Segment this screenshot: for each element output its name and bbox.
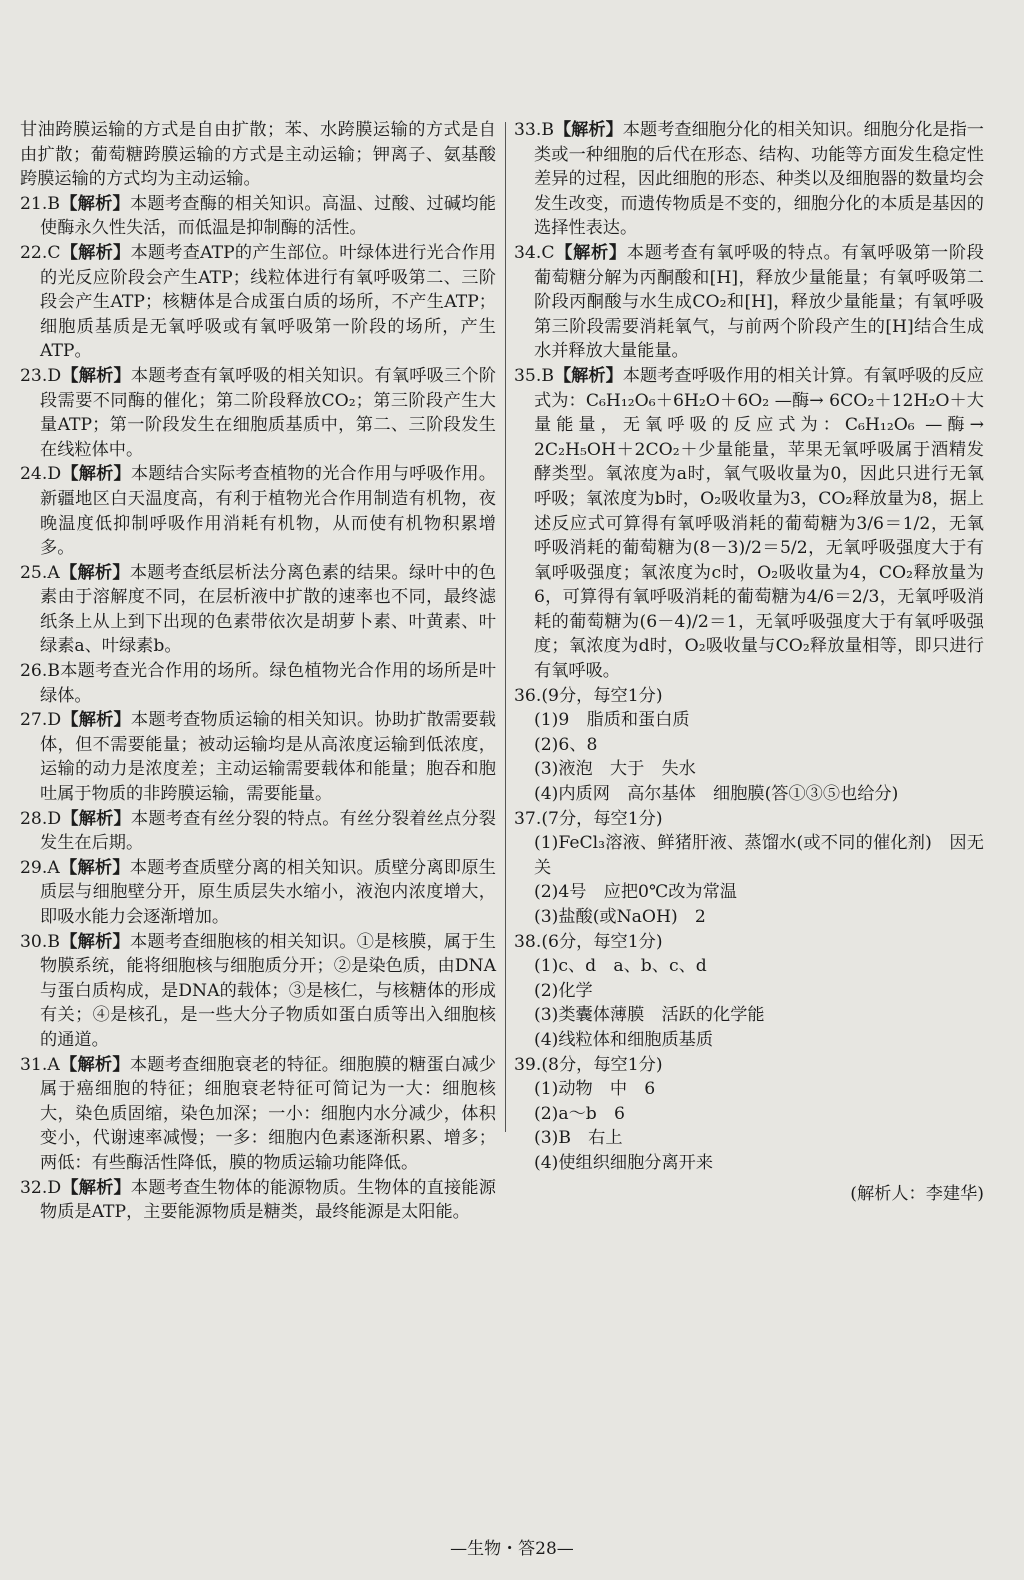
answer-item (20, 708, 496, 806)
q38-line: (4)线粒体和细胞质基质 (534, 1029, 714, 1050)
q38-line: (2)化学 (534, 980, 593, 1001)
answer-item (20, 1176, 496, 1225)
q36-line: (2)6、8 (534, 734, 598, 755)
analysis-tag: 【解析】 (61, 464, 131, 485)
analysis-tag: 【解析】 (554, 242, 627, 263)
analysis-text: 本题考查细胞分化的相关知识。细胞分化是指一类或一种细胞的后代在形态、结构、功能等方面发生稳定性差异的过程，因此细胞的形态、种类以及细胞器的数量均会发生改变，而遗传物质是不变的，细胞分化的本质是基因的选择性表达。 (534, 120, 984, 239)
analysis-text: 本题考查有丝分裂的特点。有丝分裂着丝点分裂发生在后期。 (40, 808, 496, 854)
answer-item (20, 192, 496, 241)
analysis-tag: 【解析】 (61, 710, 131, 731)
q36-head: 36.(9分，每空1分) (514, 685, 663, 706)
answer-number: 30.B (20, 931, 60, 952)
answer-item (20, 659, 496, 708)
analysis-text: 本题考查有氧呼吸的特点。有氧呼吸第一阶段葡萄糖分解为丙酮酸和[H]，释放少量能量；有氧呼吸第二阶段丙酮酸与水生成CO₂和[H]，释放少量能量；有氧呼吸第三阶段需要消耗氧气，与前两个阶段产生的[H]结合生成水并释放大量能量。 (534, 242, 984, 362)
analysis-text: 本题考查酶的相关知识。高温、过酸、过碱均能使酶永久性失活，而低温是抑制酶的活性。 (40, 193, 496, 239)
analysis-tag: 【解析】 (60, 242, 131, 263)
intro-paragraph: 甘油跨膜运输的方式是自由扩散；苯、水跨膜运输的方式是自由扩散；葡萄糖跨膜运输的方式是主动运输；钾离子、氨基酸跨膜运输的方式均为主动运输。 (20, 120, 496, 190)
answer-number: 21.B (20, 193, 60, 214)
analysis-tag: 【解析】 (553, 365, 623, 386)
analysis-text: 本题考查光合作用的场所。绿色植物光合作用的场所是叶绿体。 (40, 661, 496, 706)
analysis-text: 本题考查ATP的产生部位。叶绿体进行光合作用的光反应阶段会产生ATP；线粒体进行有氧呼吸第二、三阶段会产生ATP；核糖体是合成蛋白质的场所，不产生ATP；细胞质基质是无氧呼吸或有氧呼吸第一阶段的场所，产生ATP。 (40, 242, 496, 362)
answer-number: 22.C (20, 242, 61, 263)
analysis-tag: 【解析】 (59, 193, 130, 214)
analysis-tag: 【解析】 (61, 808, 131, 829)
answer-item (20, 856, 496, 930)
analysis-text: 本题考查有氧呼吸的相关知识。有氧呼吸三个阶段需要不同酶的催化；第二阶段释放CO₂；第三阶段产生大量ATP；第一阶段发生在细胞质基质中，第二、三阶段发生在线粒体中。 (40, 365, 496, 460)
left-items (20, 192, 496, 1225)
right-column (514, 118, 984, 1206)
answer-item (20, 807, 496, 856)
q37-line: (2)4号 应把0℃改为常温 (534, 882, 737, 903)
page-footer: —生物・答28— (450, 1539, 574, 1559)
q36-line: (1)9 脂质和蛋白质 (534, 710, 690, 731)
answer-number: 32.D (20, 1177, 62, 1198)
question-36 (514, 684, 984, 807)
analysis-tag: 【解析】 (61, 1177, 131, 1198)
q36-line: (3)液泡 大于 失水 (534, 759, 696, 780)
q38-line: (3)类囊体薄膜 活跃的化学能 (534, 1005, 765, 1026)
answer-item (20, 930, 496, 1053)
answer-number: 34.C (514, 242, 555, 263)
answer-number: 28.D (20, 808, 62, 829)
answer-item (20, 1053, 496, 1176)
answer-number: 24.D (20, 464, 62, 485)
q38-head: 38.(6分，每空1分) (514, 931, 663, 952)
analysis-text: 本题考查细胞衰老的特征。细胞膜的糖蛋白减少属于癌细胞的特征；细胞衰老特征可简记为一大：细胞核大，染色质固缩，染色加深；一小：细胞内水分减少，体积变小，代谢速率减慢；一多：细胞内色素逐渐积累、增多；两低：有些酶活性降低，膜的物质运输功能降低。 (40, 1054, 496, 1173)
analysis-text: 本题结合实际考查植物的光合作用与呼吸作用。新疆地区白天温度高，有利于植物光合作用制造有机物，夜晚温度低抑制呼吸作用消耗有机物，从而使有机物积累增多。 (40, 464, 496, 559)
analysis-text: 本题考查细胞核的相关知识。①是核膜，属于生物膜系统，能将细胞核与细胞质分开；②是染色质，由DNA与蛋白质构成，是DNA的载体；③是核仁，与核糖体的形成有关；④是核孔，是一些大分子物质如蛋白质等出入细胞核的通道。 (40, 931, 496, 1050)
answer-item (20, 241, 496, 364)
answer-number: 35.B (514, 365, 554, 386)
answer-item (514, 364, 984, 684)
analysis-tag: 【解析】 (61, 365, 131, 386)
analysis-text: 本题考查生物体的能源物质。生物体的直接能源物质是ATP，主要能源物质是糖类，最终能源是太阳能。 (40, 1177, 496, 1223)
signature: (解析人：李建华) (850, 1183, 984, 1204)
analysis-text: 本题考查物质运输的相关知识。协助扩散需要载体，但不需要能量；被动运输均是从高浓度运输到低浓度，运输的动力是浓度差；主动运输需要载体和能量；胞吞和胞吐属于物质的非跨膜运输，需要能量。 (40, 710, 496, 805)
answer-number: 23.D (20, 365, 62, 386)
q37-line: (1)FeCl₃溶液、鲜猪肝液、蒸馏水(或不同的催化剂) 因无关 (534, 833, 984, 878)
question-39 (514, 1053, 984, 1176)
q39-line: (2)a～b 6 (534, 1103, 625, 1124)
right-items (514, 118, 984, 684)
q38-line: (1)c、d a、b、c、d (534, 956, 707, 977)
q37-head: 37.(7分，每空1分) (514, 808, 663, 829)
answer-item (20, 462, 496, 560)
answer-item (514, 118, 984, 241)
answer-number: 27.D (20, 710, 62, 731)
q39-line: (4)使组织细胞分离开来 (534, 1152, 714, 1173)
answer-number: 25.A (20, 562, 60, 583)
analysis-text: 本题考查纸层析法分离色素的结果。绿叶中的色素由于溶解度不同，在层析液中扩散的速率也不同，最终滤纸条上从上到下出现的色素带依次是胡萝卜素、叶黄素、叶绿素a、叶绿素b。 (40, 562, 496, 657)
analysis-tag: 【解析】 (59, 1054, 130, 1075)
analysis-tag: 【解析】 (59, 857, 130, 878)
question-37 (514, 807, 984, 930)
q37-line: (3)盐酸(或NaOH) 2 (534, 907, 706, 927)
analysis-tag: 【解析】 (59, 931, 130, 952)
analysis-tag: 【解析】 (59, 562, 130, 583)
q39-line: (1)动物 中 6 (534, 1079, 656, 1100)
answer-item (20, 561, 496, 659)
q36-line: (4)内质网 高尔基体 细胞膜(答①③⑤也给分) (534, 784, 899, 805)
answer-number: 31.A (20, 1054, 60, 1075)
answer-item (514, 241, 984, 364)
column-divider (505, 122, 506, 1132)
left-column (20, 118, 496, 1225)
answer-number: 26.B (20, 661, 60, 682)
question-38 (514, 930, 984, 1053)
analysis-text: 本题考查呼吸作用的相关计算。有氧呼吸的反应式为：C₆H₁₂O₆＋6H₂O＋6O₂ —酶→ 6CO₂＋12H₂O＋大量能量，无氧呼吸的反应式为：C₆H₁₂O₆ —酶→ 2C₂H₅OH＋2CO₂＋少量能量，苹果无氧呼吸属于酒精发酵类型。氧浓度为a时，氧气吸收量为0，因此只进行无氧呼吸；氧浓度为b时，O₂吸收量为3，CO₂释放量为8，据上述反应式可算得有氧呼吸消耗的葡萄糖为3/6＝1/2，无氧呼吸消耗的葡萄糖为(8－3)/2＝5/2，无氧呼吸强度大于有氧呼吸强度；氧浓度为c时，O₂吸收量为4，CO₂释放量为6，可算得有氧呼吸消耗的葡萄糖为4/6＝2/3，无氧呼吸消耗的葡萄糖为(6－4)/2＝1，无氧呼吸强度大于有氧呼吸强度；氧浓度为d时，O₂吸收量与CO₂释放量相等，即只进行有氧呼吸。 (534, 365, 984, 682)
answer-number: 29.A (20, 857, 60, 878)
q39-head: 39.(8分，每空1分) (514, 1054, 663, 1075)
q39-line: (3)B 右上 (534, 1128, 623, 1149)
answer-item (20, 364, 496, 462)
answer-number: 33.B (514, 120, 554, 140)
analysis-text: 本题考查质壁分离的相关知识。质壁分离即原生质层与细胞壁分开，原生质层失水缩小，液泡内浓度增大，即吸水能力会逐渐增加。 (40, 857, 496, 927)
analysis-tag: 【解析】 (553, 120, 623, 140)
